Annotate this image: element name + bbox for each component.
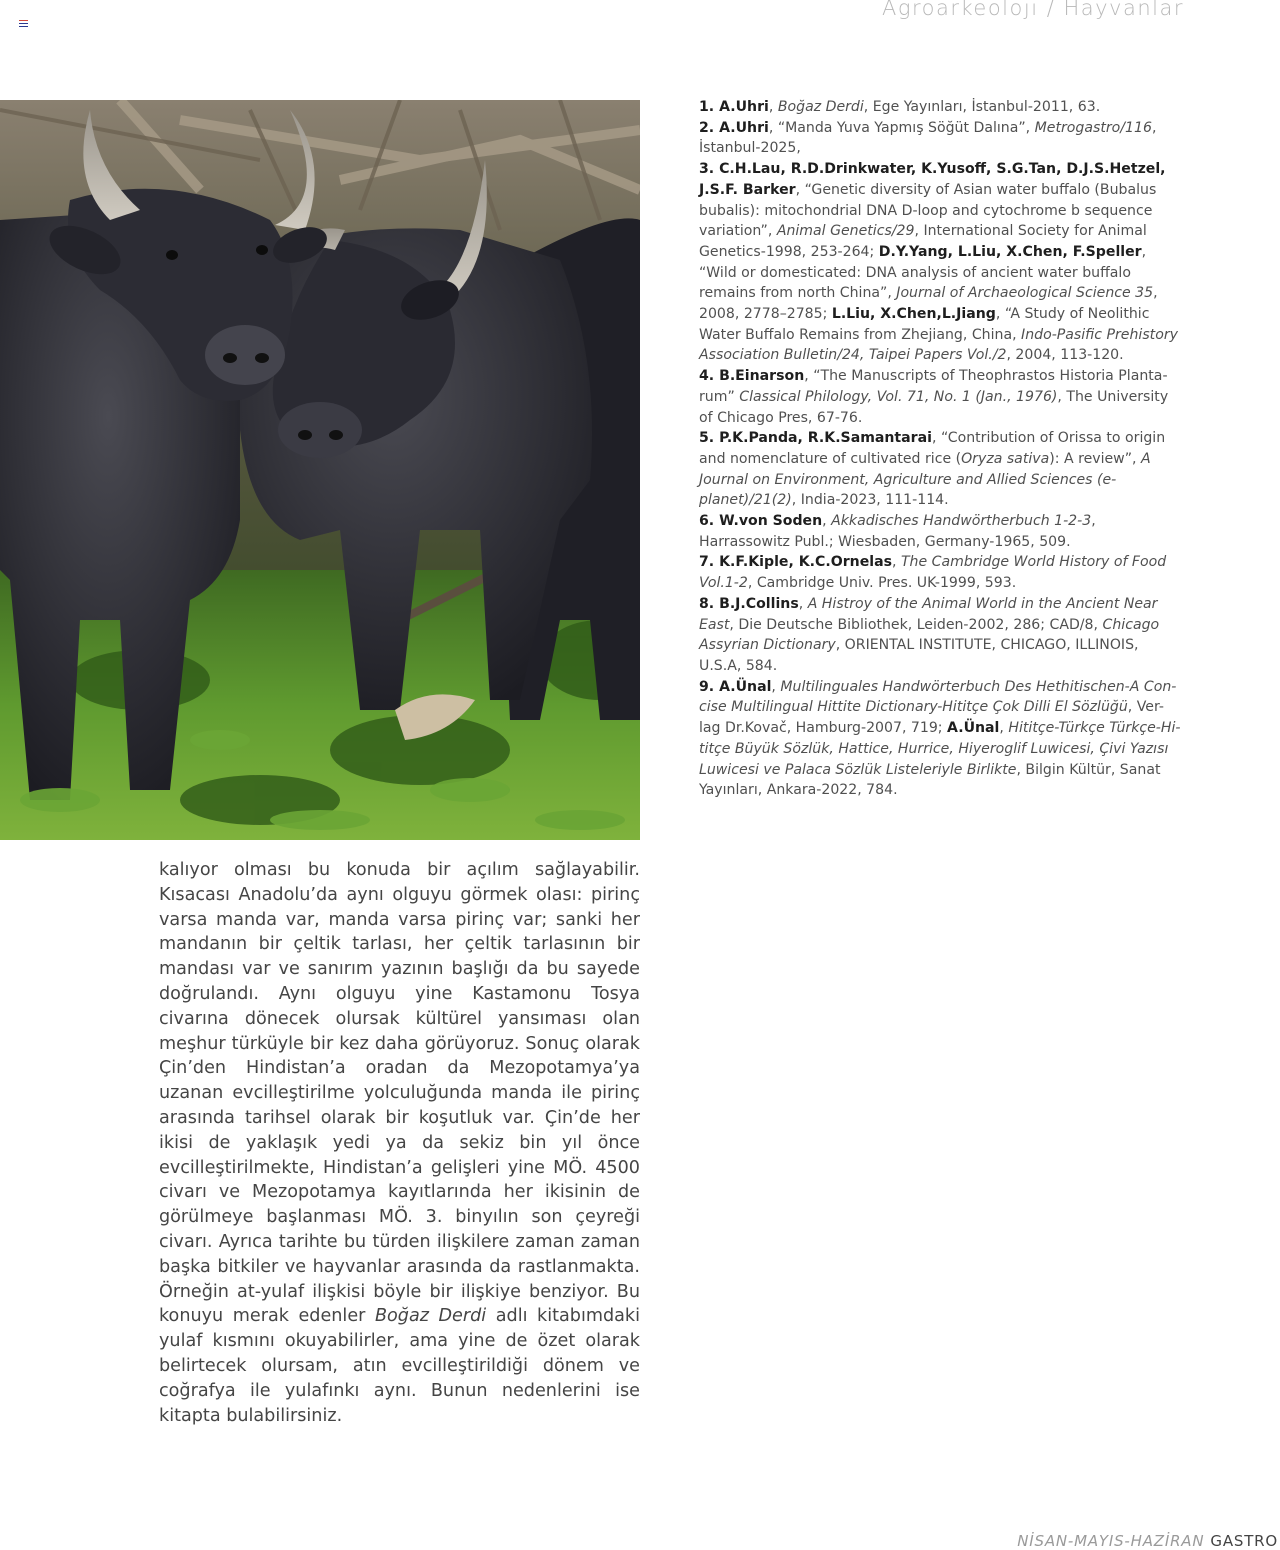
- text-run: kalıyor olması bu konuda bir açılım sağlayabilir. Kısacası Anadolu’da aynı olguyu görmek olası: pirinç varsa manda var, manda varsa pirinç var; sanki her mandanın bir çeltik tarlası, her çeltik tarlasının bir mandası var ve sanırım yazının başlığı da bu sayede doğrulandı. Aynı olguyu yine Kastamonu Tosya civarına dönecek olursak kültürel yansıması olan meşhur türküyle bir kez daha görüyoruz. Sonuç olarak Çin’den Hindistan’a oradan da Mezopotamya’ya uzanan evcilleştirilme yolculuğunda manda ile pirinç arasında tarihsel olarak bir koşutluk var. Çin’de her ikisi de yaklaşık yedi ya da sekiz bin yıl önce evcilleştirilmekte, Hindistan’a gelişleri yine MÖ. 4500 civarı ve Mezopotamya kayıtlarında her ikisinin de görülmeye başlanması MÖ. 3. binyılın son çeyreği civarı. Ayrıca tarihte bu türden ilişkilere zaman zaman başka bitkiler ve hayvanlar arasında da rastlanmakta. Örneğin at-yulaf ilişkisi böyle bir ilişkiye benziyor. Bu konuyu merak edenler: [159, 860, 640, 1327]
- text-run: ,: [999, 720, 1009, 737]
- text-run: , Ver-lag Dr.Kovač, Hamburg-2007, 719;: [699, 699, 1164, 737]
- text-run: ,: [768, 99, 778, 115]
- italic-title: Animal Genetics/29: [776, 223, 915, 240]
- reference-item: [699, 677, 1183, 801]
- reference-author: K.F.Kiple, K.C.Ornelas: [719, 554, 892, 571]
- text-run: , Bilgin Kültür, Sanat Yayınları, Ankara-2022, 784.: [699, 761, 1161, 799]
- italic-title: Boğaz Derdi: [777, 99, 864, 115]
- text-run: , Cambridge Univ. Pres. UK-1999, 593.: [747, 575, 1017, 592]
- text-run: , İstanbul-2025,: [699, 119, 1157, 157]
- reference-author: B.Einarson: [719, 368, 805, 385]
- reference-author: P.K.Panda, R.K.Samantarai: [719, 430, 932, 447]
- reference-number: 8.: [699, 595, 720, 612]
- text-run: , Harrassowitz Publ.; Wiesbaden, Germany-1965, 509.: [699, 513, 1096, 550]
- reference-author: D.Y.Yang, L.Liu, X.Chen, F.Speller: [878, 243, 1142, 260]
- text-run: , “Wild or domesticated: DNA analysis of ancient water buffalo remains from north China”,: [699, 243, 1147, 302]
- text-run: ,: [771, 678, 781, 695]
- reference-number: 4.: [699, 368, 720, 385]
- text-run: , ORIENTAL INSTITUTE, CHICAGO, ILLINOIS, U.S.A, 584.: [699, 637, 1139, 674]
- reference-author: W.von Soden: [719, 513, 823, 530]
- italic-title: Journal of Archaeological Science 35: [896, 285, 1154, 302]
- water-buffalo-photo: [0, 100, 640, 840]
- reference-item: [699, 552, 1183, 593]
- text-run: , 2004, 113-120.: [1006, 347, 1124, 364]
- reference-author: A.Uhri: [719, 119, 769, 136]
- reference-item: [699, 118, 1183, 159]
- page-footer: [1017, 1532, 1278, 1550]
- reference-number: 2.: [699, 119, 720, 136]
- reference-author: L.Liu, X.Chen,L.Jiang: [831, 306, 996, 323]
- text-run: , “Manda Yuva Yapmış Söğüt Dalına”,: [768, 119, 1035, 136]
- reference-author: A.Uhri: [719, 99, 769, 115]
- italic-title: Metrogastro/116: [1034, 119, 1152, 136]
- text-run: , “The Manuscripts of Theophrastos Historia Planta-rum”: [699, 368, 1168, 405]
- italic-title: Oryza sativa: [961, 450, 1050, 467]
- reference-number: 1.: [699, 99, 720, 115]
- italic-title: The Cambridge World History of Food Vol.1-2: [699, 554, 1167, 592]
- reference-item: [699, 366, 1183, 428]
- text-run: adlı kitabımdaki yulaf kısmını okuyabilirler, ama yine de özet olarak belirtecek olursam, atın evcilleştirildiği dönem ve coğrafya ile yulafınkı aynı. Bunun nedenlerini ise kitapta bulabilirsiniz.: [159, 1306, 641, 1426]
- text-run: , “A Study of Neolithic Water Buffalo Remains from Zhejiang, China,: [699, 306, 1150, 343]
- reference-item: [699, 428, 1183, 511]
- reference-author: B.J.Collins: [719, 595, 799, 612]
- text-run: , International Society for Animal Genetics-1998, 253-264;: [699, 223, 1147, 260]
- reference-number: 9.: [699, 678, 720, 695]
- text-run: , “Genetic diversity of Asian water buffalo (Bubalus bubalis): mitochondrial DNA D-loop and cytochrome b sequence variation”,: [699, 181, 1157, 240]
- footnote-references: [699, 97, 1183, 801]
- italic-title: Chicago Assyrian Dictionary: [699, 616, 1160, 654]
- text-run: , Die Deutsche Bibliothek, Leiden-2002, 286; CAD/8,: [729, 616, 1103, 633]
- reference-item: [699, 594, 1183, 677]
- text-run: , Ege Yayınları, İstanbul-2011, 63.: [863, 99, 1101, 115]
- reference-author: A.Ünal: [947, 720, 1000, 737]
- text-run: ): A review”,: [1049, 450, 1141, 467]
- text-run: , India-2023, 111-114.: [791, 492, 949, 509]
- issue-label: NİSAN-MAYIS-HAZİRAN: [1017, 1532, 1205, 1550]
- reference-author: A.Ünal: [719, 678, 772, 695]
- article-body-text: [159, 858, 640, 1428]
- italic-title: Hititçe-Türkçe Türkçe-Hi-titçe Büyük Sözlük, Hattice, Hurrice, Hiyeroglif Luwicesi, Çivi Yazısı Luwicesi ve Palaca Sözlük Listeleriyle Birlikte: [699, 720, 1181, 778]
- italic-title: Multilinguales Handwörterbuch Des Hethitischen-A Con-cise Multilingual Hittite Dictionary-Hititçe Çok Dilli El Sözlüğü: [699, 678, 1177, 716]
- text-run: ,: [891, 554, 901, 571]
- text-run: ,: [798, 595, 808, 612]
- italic-title: Classical Philology, Vol. 71, No. 1 (Jan., 1976): [739, 388, 1058, 405]
- text-run: , The University of Chicago Pres, 67-76.: [699, 388, 1169, 426]
- reference-item: [699, 159, 1183, 366]
- text-run: , “Contribution of Orissa to origin and nomenclature of cultivated rice (: [699, 430, 1166, 467]
- italic-title: Boğaz Derdi: [374, 1306, 487, 1327]
- italic-title: A Journal on Environment, Agriculture and Allied Sciences (e-planet)/21(2): [699, 450, 1151, 509]
- italic-title: Akkadisches Handwörtherbuch 1-2-3: [831, 513, 1092, 530]
- reference-number: 7.: [699, 554, 720, 571]
- italic-title: A Histroy of the Animal World in the Ancient Near East: [699, 595, 1158, 633]
- reference-item: [699, 511, 1183, 552]
- reference-number: 3.: [699, 161, 720, 178]
- text-run: ,: [822, 513, 832, 530]
- magazine-brand: GASTRO: [1210, 1532, 1278, 1550]
- italic-title: Indo-Pasific Prehistory Association Bulletin/24, Taipei Papers Vol./2: [699, 326, 1178, 364]
- section-header: Agroarkeoloji / Hayvanlar: [882, 0, 1184, 20]
- reference-number: 5.: [699, 430, 720, 447]
- text-run: , 2008, 2778–2785;: [699, 285, 1158, 323]
- reference-author: C.H.Lau, R.D.Drinkwater, K.Yusoff, S.G.Tan, D.J.S.Hetzel, J.S.F. Barker: [699, 161, 1166, 198]
- reference-number: 6.: [699, 513, 720, 530]
- reference-item: [699, 97, 1183, 118]
- menu-icon[interactable]: [19, 20, 28, 27]
